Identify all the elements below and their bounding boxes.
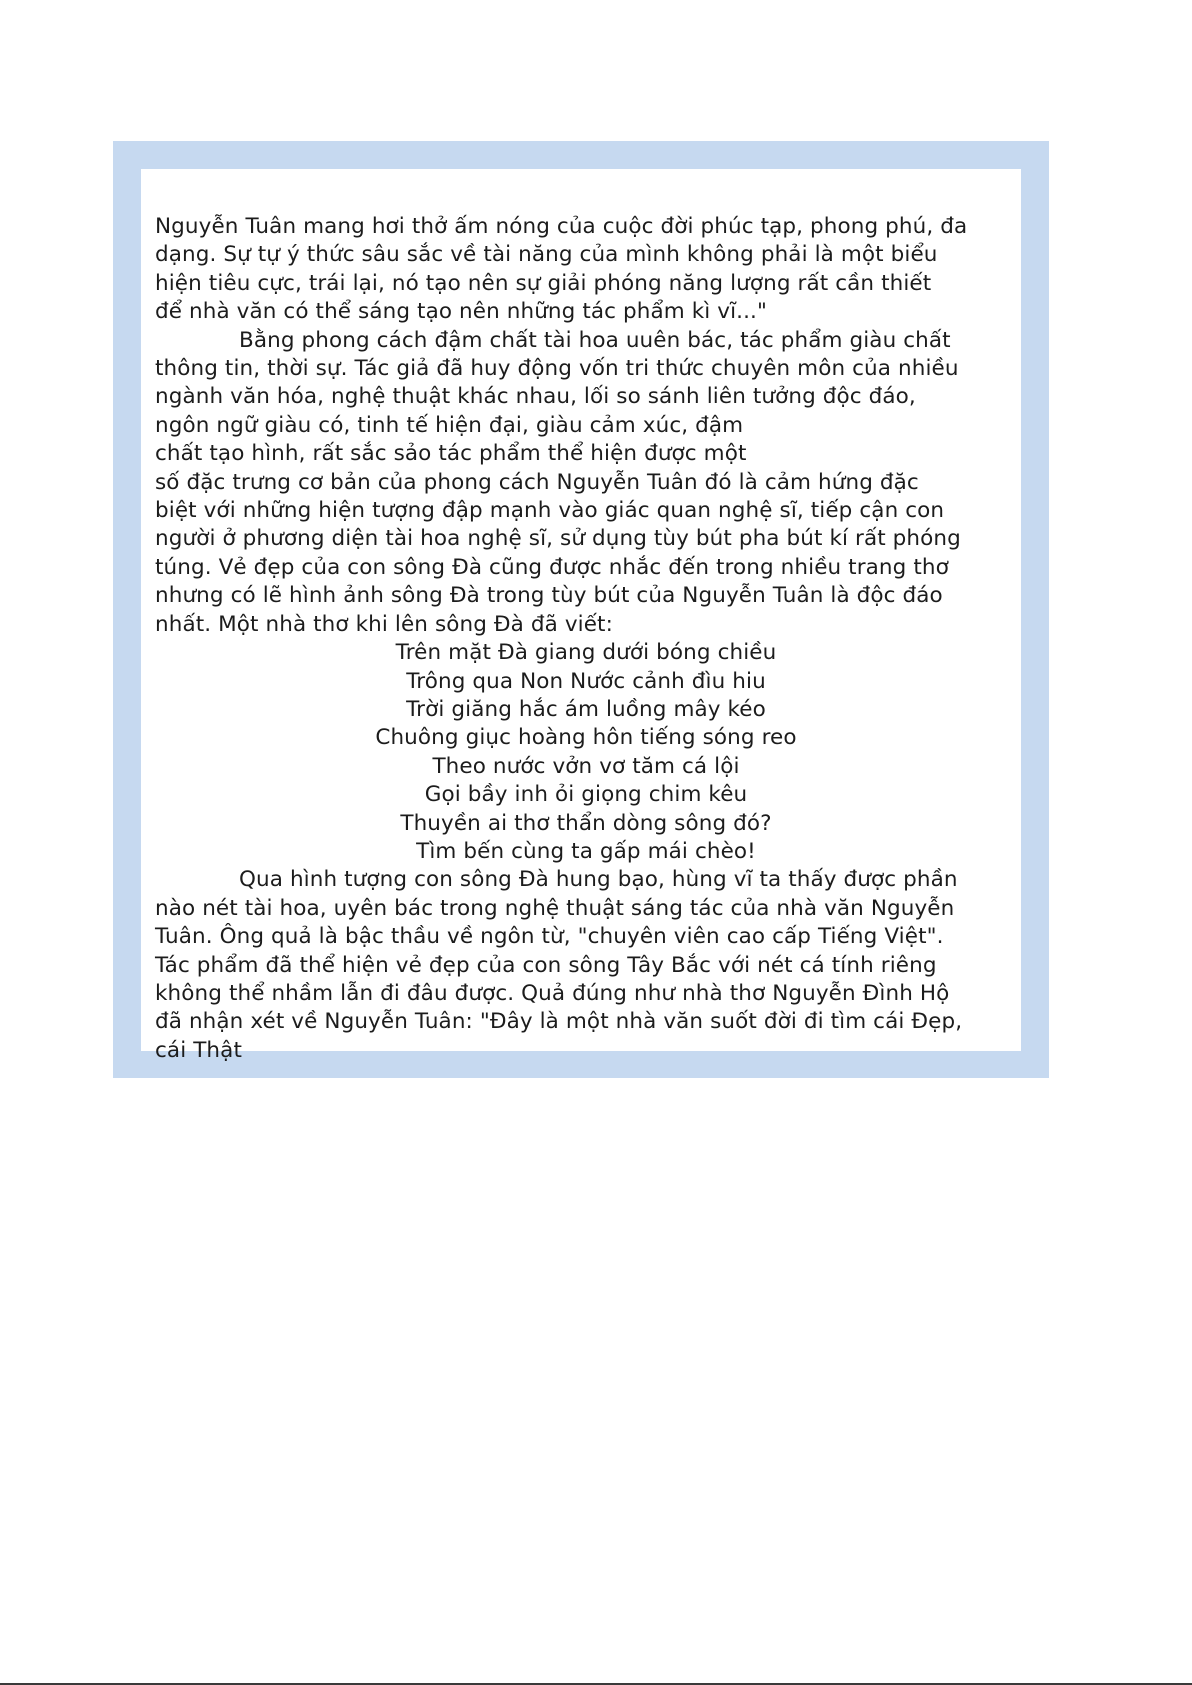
text-box-frame [113, 141, 1049, 1078]
poem-line: Thuyền ai thơ thẩn dòng sông đó? [400, 810, 772, 836]
text-line: cái Thật [155, 1037, 242, 1063]
text-box [141, 169, 1021, 1063]
poem [155, 639, 1017, 866]
paragraph-2 [155, 327, 1017, 639]
text-line: thông tin, thời sự. Tác giả đã huy động vốn tri thức chuyên môn của nhiều [155, 356, 959, 382]
document-body [155, 213, 1017, 1065]
text-line: Qua hình tượng con sông Đà hung bạo, hùng vĩ ta thấy được phần [239, 867, 958, 893]
text-line: nào nét tài hoa, uyên bác trong nghệ thuật sáng tác của nhà văn Nguyễn [155, 895, 955, 921]
text-line: người ở phương diện tài hoa nghệ sĩ, sử dụng tùy bút pha bút kí rất phóng [155, 526, 961, 552]
text-line: nhưng có lẽ hình ảnh sông Đà trong tùy bút của Nguyễn Tuân là độc đáo [155, 583, 943, 609]
text-line: ngôn ngữ giàu có, tinh tế hiện đại, giàu cảm xúc, đậm [155, 412, 744, 438]
text-line: Tuân. Ông quả là bậc thầu về ngôn từ, "chuyên viên cao cấp Tiếng Việt". [155, 924, 944, 950]
text-line: ngành văn hóa, nghệ thuật khác nhau, lối so sánh liên tưởng độc đáo, [155, 384, 916, 410]
poem-line: Trên mặt Đà giang dưới bóng chiều [395, 640, 777, 666]
paragraph-3 [155, 866, 1017, 1065]
poem-line: Trông qua Non Nước cảnh đìu hiu [406, 668, 766, 694]
poem-line: Trời giăng hắc ám luồng mây kéo [406, 696, 766, 722]
poem-line: Tìm bến cùng ta gấp mái chèo! [416, 838, 756, 864]
text-line: đã nhận xét về Nguyễn Tuân: "Đây là một nhà văn suốt đời đi tìm cái Đẹp, [155, 1009, 963, 1035]
text-line: Tác phẩm đã thể hiện vẻ đẹp của con sông Tây Bắc với nét cá tính riêng [155, 952, 937, 978]
poem-line: Gọi bầy inh ỏi giọng chim kêu [424, 782, 748, 808]
text-line: dạng. Sự tự ý thức sâu sắc về tài năng của mình không phải là một biểu [155, 242, 938, 268]
text-line: hiện tiêu cực, trái lại, nó tạo nên sự giải phóng năng lượng rất cần thiết [155, 270, 932, 296]
text-line: nhất. Một nhà thơ khi lên sông Đà đã viết: [155, 611, 613, 637]
text-line: biệt với những hiện tượng đập mạnh vào giác quan nghệ sĩ, tiếp cận con [155, 498, 945, 524]
paragraph-1 [155, 213, 1017, 327]
text-line: số đặc trưng cơ bản của phong cách Nguyễn Tuân đó là cảm hứng đặc [155, 469, 919, 495]
text-line: để nhà văn có thể sáng tạo nên những tác phẩm kì vĩ..." [155, 299, 767, 325]
text-line: túng. Vẻ đẹp của con sông Đà cũng được nhắc đến trong nhiều trang thơ [155, 554, 949, 580]
poem-line: Chuông giục hoàng hôn tiếng sóng reo [375, 725, 797, 751]
text-line: Nguyễn Tuân mang hơi thở ấm nóng của cuộc đời phúc tạp, phong phú, đa [155, 214, 968, 239]
text-line: không thể nhầm lẫn đi đâu được. Quả đúng như nhà thơ Nguyễn Đình Hộ [155, 980, 950, 1006]
text-line: chất tạo hình, rất sắc sảo tác phẩm thể hiện được một [155, 441, 747, 467]
poem-line: Theo nước vởn vơ tăm cá lội [432, 753, 740, 779]
text-line: Bằng phong cách đậm chất tài hoa uuên bác, tác phẩm giàu chất [239, 327, 951, 353]
